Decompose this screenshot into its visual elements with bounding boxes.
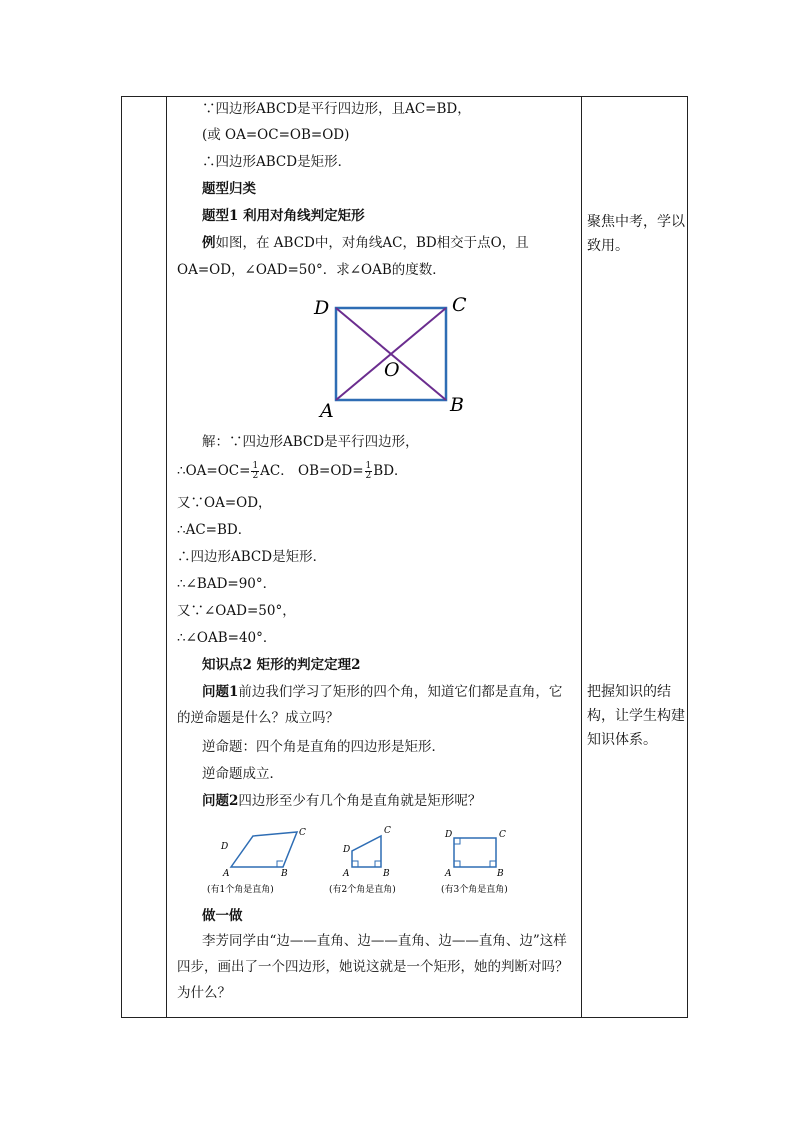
question-2 <box>202 792 481 810</box>
solution-line-8: ∴∠OAB=40°． <box>177 630 277 646</box>
fig2-label-a: A <box>343 869 350 879</box>
fig2-label-d: D <box>343 845 351 855</box>
answer-line-1: 逆命题：四个角是直角的四边形是矩形． <box>202 739 445 755</box>
example-label: 例 <box>202 235 216 251</box>
fig1-label-b: B <box>281 869 288 879</box>
example-line-1 <box>202 234 529 252</box>
label-o: O <box>384 359 400 381</box>
fig1-label-a: A <box>223 869 230 879</box>
heading-knowledge-point-2: 知识点2 矩形的判定定理2 <box>202 657 361 673</box>
heading-try-it: 做一做 <box>202 908 243 924</box>
fig3-label-d: D <box>445 830 453 840</box>
figure-two-right-angles <box>329 826 396 895</box>
solution-part-a: ∴OA=OC= <box>177 463 251 479</box>
fig3-label-a: A <box>445 869 452 879</box>
fraction-half-1 <box>251 462 259 481</box>
fig3-label-c: C <box>499 830 506 840</box>
label-b: B <box>450 394 464 416</box>
question-2-label: 问题2 <box>202 793 239 809</box>
label-c: C <box>452 294 467 316</box>
fig3-caption: (有3个角是直角) <box>441 885 508 895</box>
question-1-label: 问题1 <box>202 684 239 700</box>
lesson-table <box>121 96 688 1018</box>
column-divider-left <box>166 97 167 1017</box>
proof-line-1: ∵四边形ABCD是平行四边形，且AC=BD， <box>202 101 471 117</box>
figure-one-right-angle <box>207 828 306 895</box>
solution-part-b: AC． OB=OD= <box>260 463 364 479</box>
fig2-label-b: B <box>383 869 390 879</box>
question-2-text: 四边形至少有几个角是直角就是矩形呢？ <box>238 793 482 809</box>
heading-categories: 题型归类 <box>202 181 256 197</box>
solution-line-2 <box>177 462 408 481</box>
fraction-numerator: 1 <box>365 461 372 471</box>
figure-three-right-angles <box>441 830 508 895</box>
fig1-label-c: C <box>299 828 306 838</box>
fraction-denominator: 2 <box>365 471 372 481</box>
side-note-2: 把握知识的结构，让学生构建知识体系。 <box>587 684 685 748</box>
fig3-label-b: B <box>497 869 504 879</box>
solution-line-1: 解：∵四边形ABCD是平行四边形， <box>202 434 419 450</box>
fraction-numerator: 1 <box>252 461 259 471</box>
quadrilateral-figures <box>197 819 557 894</box>
proof-line-2: (或 OA=OC=OB=OD) <box>202 127 350 143</box>
label-a: A <box>320 400 334 422</box>
fig2-caption: (有2个角是直角) <box>329 885 396 895</box>
rectangle-figure <box>314 292 509 422</box>
proof-line-3: ∴四边形ABCD是矩形． <box>202 154 352 170</box>
solution-line-3: 又∵OA=OD， <box>177 495 272 511</box>
column-divider-right <box>581 97 582 1017</box>
question-1-text: 前边我们学习了矩形的四个角，知道它们都是直角，它的逆命题是什么？成立吗？ <box>177 684 563 726</box>
fraction-half-2 <box>365 462 373 481</box>
example-line-2: OA=OD，∠OAD=50°．求∠OAB的度数． <box>177 262 446 278</box>
solution-part-c: BD． <box>373 463 408 479</box>
solution-line-7: 又∵∠OAD=50°， <box>177 603 296 619</box>
heading-type1: 题型1 利用对角线判定矩形 <box>202 208 365 224</box>
fig1-label-d: D <box>221 842 229 852</box>
exercise-paragraph: 李芳同学由“边——直角、边——直角、边——直角、边”这样四步，画出了一个四边形，她说这就是一个矩形，她的判断对吗？为什么？ <box>177 933 569 1001</box>
fraction-denominator: 2 <box>252 471 259 481</box>
solution-line-5: ∴四边形ABCD是矩形． <box>177 549 327 565</box>
example-text: 如图，在 ABCD中，对角线AC，BD相交于点O，且 <box>215 235 529 251</box>
solution-line-4: ∴AC=BD． <box>177 522 252 538</box>
fig1-caption: (有1个角是直角) <box>207 885 274 895</box>
solution-line-6: ∴∠BAD=90°． <box>177 576 277 592</box>
fig2-label-c: C <box>384 826 391 836</box>
question-1 <box>177 679 573 731</box>
label-d: D <box>314 297 330 319</box>
answer-line-2: 逆命题成立． <box>202 766 283 782</box>
side-note-1: 聚焦中考，学以致用。 <box>587 214 685 254</box>
